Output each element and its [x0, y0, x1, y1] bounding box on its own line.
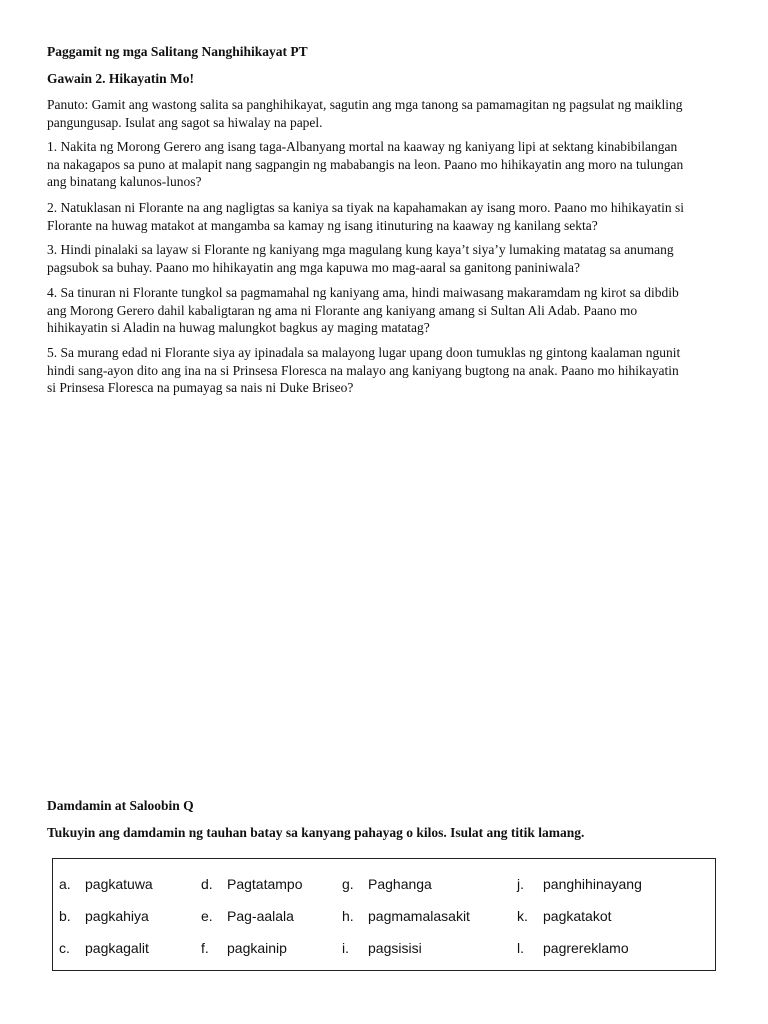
choice-c	[59, 940, 149, 956]
choice-text: pagrereklamo	[543, 940, 629, 956]
choice-letter: h.	[342, 908, 354, 924]
choice-text: Pagtatampo	[227, 876, 303, 892]
choice-letter: e.	[201, 908, 213, 924]
choice-d	[201, 876, 303, 892]
choice-e	[201, 908, 294, 924]
choice-letter: l.	[517, 940, 524, 956]
choice-g	[342, 876, 432, 892]
question-5: 5. Sa murang edad ni Florante siya ay ipinadala sa malayong lugar upang doon tumuklas ng gintong kaalaman ngunit hindi sang-ayon dito ang ina na si Prinsesa Floresca na malayo ang kaniyang bugtong na anak. Paano mo hihikayatin si Prinsesa Floresca na pumayag sa nais ni Duke Briseo?	[47, 345, 681, 395]
choice-j	[517, 876, 642, 892]
choice-h	[342, 908, 470, 924]
choice-letter: i.	[342, 940, 349, 956]
choice-text: pagkatakot	[543, 908, 612, 924]
choice-text: pagkatuwa	[85, 876, 153, 892]
choice-letter: f.	[201, 940, 209, 956]
activity-title: Gawain 2. Hikayatin Mo!	[47, 71, 195, 86]
section-instructions: Tukuyin ang damdamin ng tauhan batay sa kanyang pahayag o kilos. Isulat ang titik lamang.	[47, 825, 585, 840]
choice-k	[517, 908, 612, 924]
choice-text: pagkainip	[227, 940, 287, 956]
choice-text: panghihinayang	[543, 876, 642, 892]
choice-text: pagsisisi	[368, 940, 422, 956]
choice-letter: k.	[517, 908, 528, 924]
choices-box	[52, 858, 716, 971]
choice-letter: c.	[59, 940, 70, 956]
choice-i	[342, 940, 422, 956]
choice-letter: j.	[517, 876, 524, 892]
choice-text: pagmamalasakit	[368, 908, 470, 924]
choice-letter: b.	[59, 908, 71, 924]
question-3: 3. Hindi pinalaki sa layaw si Florante ng kaniyang mga magulang kung kaya’t siya’y lumaking matatag sa anumang pagsubok sa buhay. Paano mo hihikayatin ang mga kapuwa mo mag-aaral sa ganitong paniniwala?	[47, 242, 674, 275]
question-2: 2. Natuklasan ni Florante na ang nagligtas sa kaniya sa tiyak na kapahamakan ay isang moro. Paano mo hihikayatin si Florante na huwag matakot at mangamba sa kamay ng isang itinuturing na kaaway ng kanilang sekta?	[47, 200, 684, 233]
choice-letter: d.	[201, 876, 213, 892]
choice-text: Paghanga	[368, 876, 432, 892]
choice-f	[201, 940, 287, 956]
choice-b	[59, 908, 149, 924]
choice-text: Pag-aalala	[227, 908, 294, 924]
question-4: 4. Sa tinuran ni Florante tungkol sa pagmamahal ng kaniyang ama, hindi maiwasang makaramdam ng kirot sa dibdib ang Morong Gerero dahil kabaligtaran ng ama ni Florante ang kaniyang amang si Sultan Ali Adab. Paano mo hihikayatin si Aladin na huwag malungkot bagkus ay maging matatag?	[47, 285, 679, 335]
choice-letter: a.	[59, 876, 71, 892]
worksheet-title: Paggamit ng mga Salitang Nanghihikayat PT	[47, 44, 308, 59]
instructions: Panuto: Gamit ang wastong salita sa panghihikayat, sagutin ang mga tanong sa pamamagitan ng pagsulat ng maikling pangungusap. Isulat ang sagot sa hiwalay na papel.	[47, 97, 683, 130]
choice-a	[59, 876, 153, 892]
section-title: Damdamin at Saloobin Q	[47, 798, 194, 813]
choice-l	[517, 940, 629, 956]
choice-letter: g.	[342, 876, 354, 892]
choice-text: pagkagalit	[85, 940, 149, 956]
choice-text: pagkahiya	[85, 908, 149, 924]
question-1: 1. Nakita ng Morong Gerero ang isang taga-Albanyang mortal na kaaway ng kaniyang lipi at sektang kinabibilangan na nakagapos sa puno at malapit nang sagpangin ng mababangis na leon. Paano mo hihikayatin ang moro na tulungan ang binatang kalunos-lunos?	[47, 139, 684, 189]
